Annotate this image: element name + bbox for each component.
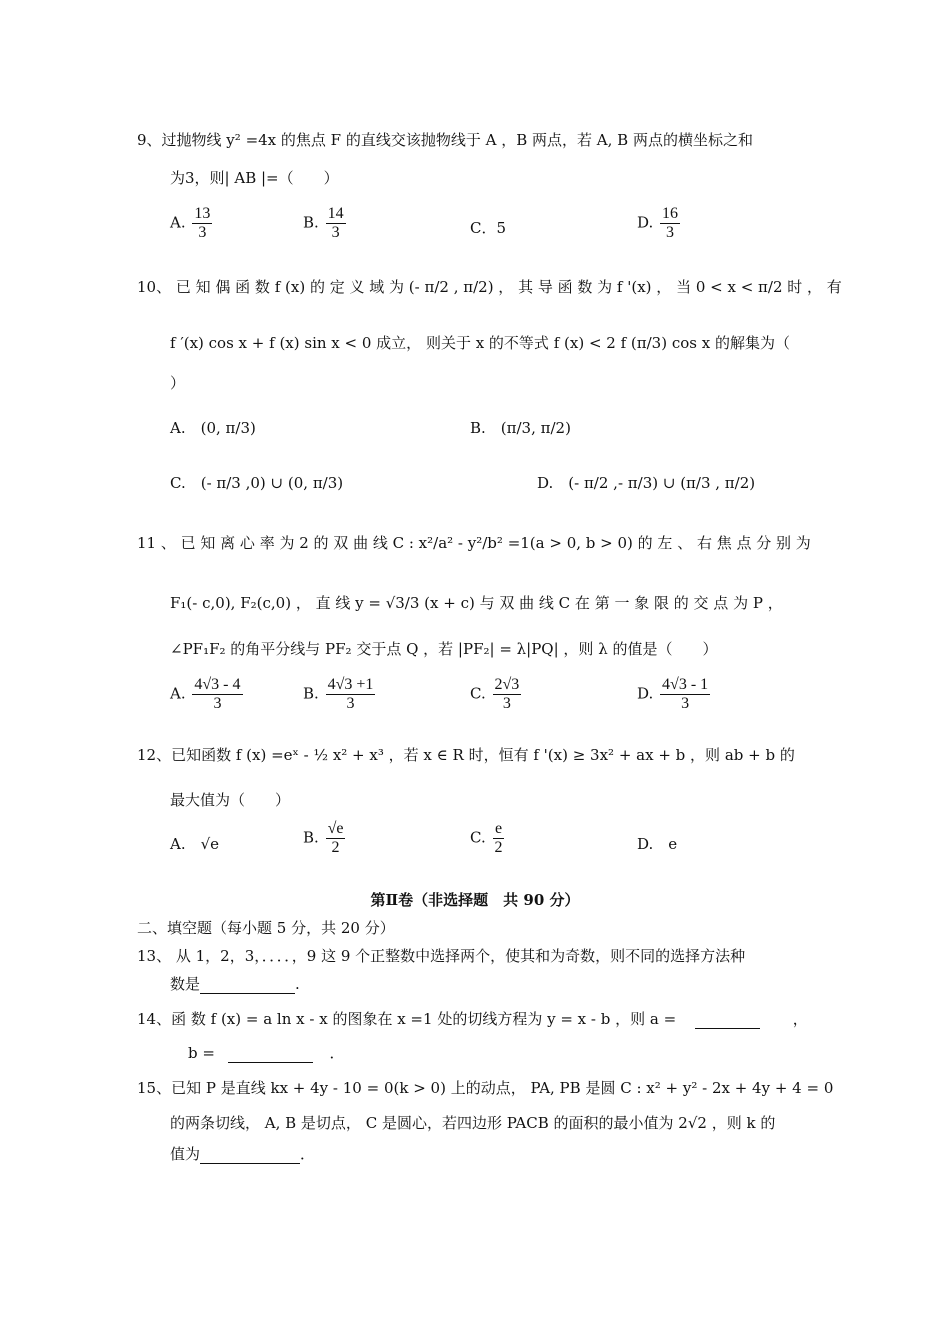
q9-option-c: C．5 [470, 219, 507, 237]
part2-title: 第Ⅱ卷（非选择题 共 90 分） [370, 891, 580, 909]
q9-option-a: A. $\frac{13}{3}$ [170, 205, 211, 241]
q12-option-a: A. √e [170, 835, 220, 853]
q12-option-c: C. $\frac{e}{2}$ [470, 820, 503, 856]
q15-answer-blank [200, 1147, 300, 1164]
q13-answer-blank [200, 977, 295, 994]
q9-option-d: D. $\frac{16}{3}$ [637, 205, 679, 241]
q10-option-a: A. (0, π/3) [170, 419, 256, 437]
q12-option-b: B. $\frac{√e}{2}$ [303, 820, 344, 856]
q11-stem-line1: 11 、 已 知 离 心 率 为 2 的 双 曲 线 C : x²/a² - y²/b² =1(a > 0, b > 0) 的 左 、 右 焦 点 分 别 为 [137, 534, 811, 552]
section-heading: 二、填空题（每小题 5 分，共 20 分） [137, 919, 395, 937]
q14-answer-a-blank [695, 1012, 760, 1029]
q10-stem-line1: 10、 已 知 偶 函 数 f (x) 的 定 义 域 为 (- π/2 , π/2) ， 其 导 函 数 为 f '(x) ， 当 0 < x < π/2 时 ， 有 [137, 278, 842, 296]
q10-stem-line3: ） [170, 374, 186, 392]
q14-stem-line1: 14、函 数 f (x) = a ln x - x 的图象在 x =1 处的切线方程为 y = x - b ，则 a = ， [137, 1010, 808, 1028]
q15-stem-line2: 的两条切线， A, B 是切点， C 是圆心，若四边形 PACB 的面积的最小值为 2√2 ，则 k 的 [170, 1114, 776, 1132]
q9-stem-line2: 为3，则| AB |=（ ） [170, 169, 339, 187]
q14-stem-line2: b = ． [188, 1044, 345, 1062]
q11-option-d: D. $\frac{4√3 - 1}{3}$ [637, 676, 709, 712]
q11-option-b: B. $\frac{4√3 +1}{3}$ [303, 676, 374, 712]
q15-stem-line3: 值为 ． [170, 1145, 316, 1163]
q12-stem-line2: 最大值为（ ） [170, 791, 291, 809]
q10-stem-line2: f ′(x) cos x + f (x) sin x < 0 成立， 则关于 x 的不等式 f (x) < 2 f (π/3) cos x 的解集为（ [170, 334, 790, 352]
q15-stem-line1: 15、已知 P 是直线 kx + 4y - 10 = 0(k > 0) 上的动点， PA, PB 是圆 C : x² + y² - 2x + 4y + 4 = 0 [137, 1079, 834, 1097]
q11-option-c: C. $\frac{2√3}{3}$ [470, 676, 520, 712]
q10-option-b: B. (π/3, π/2) [470, 419, 571, 437]
q12-stem-line1: 12、已知函数 f (x) =eˣ - ½ x² + x³ ，若 x ∈ R 时，恒有 f '(x) ≥ 3x² + ax + b ，则 ab + b 的 [137, 746, 795, 764]
q9-option-b: B. $\frac{14}{3}$ [303, 205, 344, 241]
q13-stem-line2: 数是 . [170, 975, 300, 993]
q11-stem-line2: F₁(- c,0), F₂(c,0) ， 直 线 y = √3/3 (x + c) 与 双 曲 线 C 在 第 一 象 限 的 交 点 为 P ， [170, 594, 783, 612]
q11-option-a: A. $\frac{4√3 - 4}{3}$ [170, 676, 241, 712]
q9-stem-line1: 9、过抛物线 y² =4x 的焦点 F 的直线交该抛物线于 A ，B 两点，若 A, B 两点的横坐标之和 [137, 131, 753, 149]
q14-answer-b-blank [228, 1046, 313, 1063]
q11-stem-line3: ∠PF₁F₂ 的角平分线与 PF₂ 交于点 Q ，若 |PF₂| = λ|PQ| ，则 λ 的值是（ ） [170, 640, 718, 658]
q12-option-d: D. e [637, 835, 678, 853]
q10-option-c: C. (- π/3 ,0) ∪ (0, π/3) [170, 474, 344, 492]
q13-stem-line1: 13、 从 1，2，3，．．．．，9 这 9 个正整数中选择两个，使其和为奇数，则不同的选择方法种 [137, 947, 746, 965]
q10-option-d: D. (- π/2 ,- π/3) ∪ (π/3 , π/2) [537, 474, 756, 492]
